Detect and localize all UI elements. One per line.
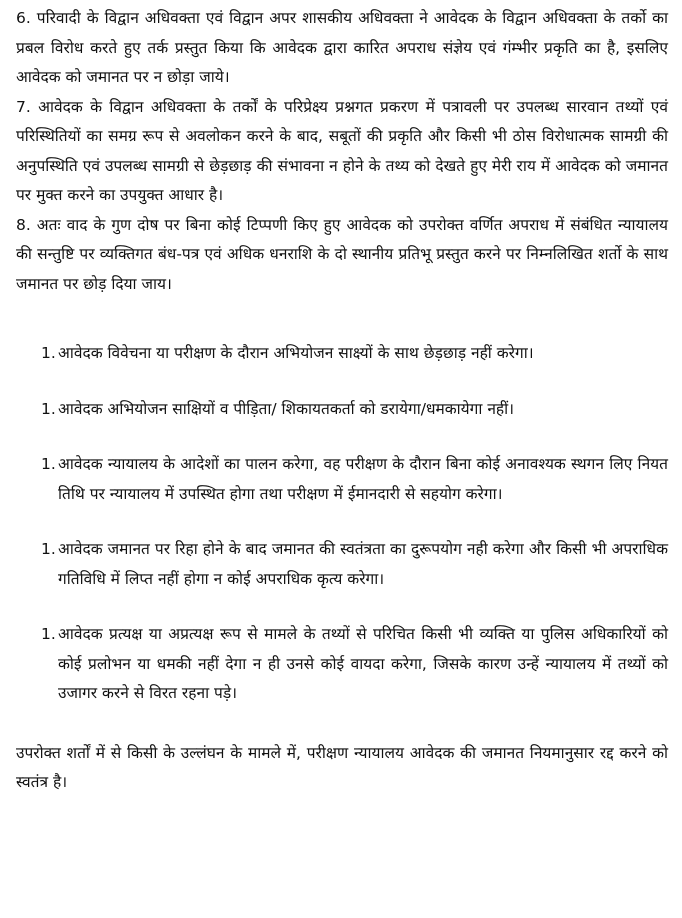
condition-text: आवेदक अभियोजन साक्षियों व पीड़िता/ शिकायतकर्ता को डरायेगा/धमकायेगा नहीं। (58, 399, 515, 418)
bail-condition (16, 339, 668, 369)
condition-text: आवेदक विवेचना या परीक्षण के दौरान अभियोजन साक्ष्यों के साथ छेड़छाड़ नहीं करेगा। (58, 344, 534, 362)
closing-paragraph: उपरोक्त शर्तों में से किसी के उल्लंघन के मामले में, परीक्षण न्यायालय आवेदक की जमानत नियमानुसार रद्द करने को स्वतंत्र है। (16, 743, 668, 791)
bail-conditions-list (16, 339, 668, 709)
condition-number: 1. (41, 455, 56, 473)
bail-condition (16, 535, 668, 594)
bail-condition (16, 620, 668, 709)
condition-text: आवेदक जमानत पर रिहा होने के बाद जमानत की स्वतंत्रता का दुरूपयोग नही करेगा और किसी भी अपराधिक गतिविधि में लिप्त नहीं होगा न कोई अपराधिक कृत्य करेगा। (58, 540, 668, 588)
condition-number: 1. (41, 540, 56, 558)
condition-text: आवेदक प्रत्यक्ष या अप्रत्यक्ष रूप से मामले के तथ्यों से परिचित किसी भी व्यक्ति या पुलिस अधिकारियों को कोई प्रलोभन या धमकी नहीं देगा न ही उनसे कोई वायदा करेगा, जिसके कारण उन्हें न्यायालय में तथ्यों को उजागर करने से विरत रहना पड़े। (58, 625, 668, 702)
paragraph-8: 8. अतः वाद के गुण दोष पर बिना कोई टिप्पणी किए हुए आवेदक को उपरोक्त वर्णित अपराध में संबंधित न्यायालय की सन्तुष्टि पर व्यक्तिगत बंध-पत्र एवं अधिक धनराशि के दो स्थानीय प्रतिभू प्रस्तुत करने पर निम्नलिखित शर्तो के साथ जमानत पर छोड़ दिया जाय। (16, 215, 668, 293)
condition-text: आवेदक न्यायालय के आदेशों का पालन करेगा, वह परीक्षण के दौरान बिना कोई अनावश्यक स्थगन लिए नियत तिथि पर न्यायालय में उपस्थित होगा तथा परीक्षण में ईमानदारी से सहयोग करेगा। (58, 455, 668, 503)
condition-number: 1. (41, 399, 56, 418)
paragraph-7: 7. आवेदक के विद्वान अधिवक्ता के तर्कों के परिप्रेक्ष्य प्रश्नगत प्रकरण में पत्रावली पर उपलब्ध सारवान तथ्यों एवं परिस्थितियों का समग्र रूप से अवलोकन करने के बाद, सबूतों की प्रकृति और किसी भी ठोस विरोधात्मक सामग्री की अनुपस्थिति एवं उपलब्ध सामग्री से छेड़छाड़ की संभावना न होने के तथ्य को देखते हुए मेरी राय में आवेदक को जमानत पर मुक्त करने का उपयुक्त आधार है। (16, 97, 668, 204)
condition-number: 1. (41, 625, 56, 643)
bail-condition (16, 450, 668, 509)
paragraph-6: 6. परिवादी के विद्वान अधिवक्ता एवं विद्वान अपर शासकीय अधिवक्ता ने आवेदक के विद्वान अधिवक्ता के तर्को का प्रबल विरोध करते हुए तर्क प्रस्तुत किया कि आवेदक द्वारा कारित अपराध संज्ञेय एवं गंम्भीर प्रकृति का है, इसलिए आवेदक को जमानत पर न छोड़ा जाये। (16, 9, 668, 86)
condition-number: 1. (41, 344, 56, 362)
bail-condition (16, 395, 668, 425)
